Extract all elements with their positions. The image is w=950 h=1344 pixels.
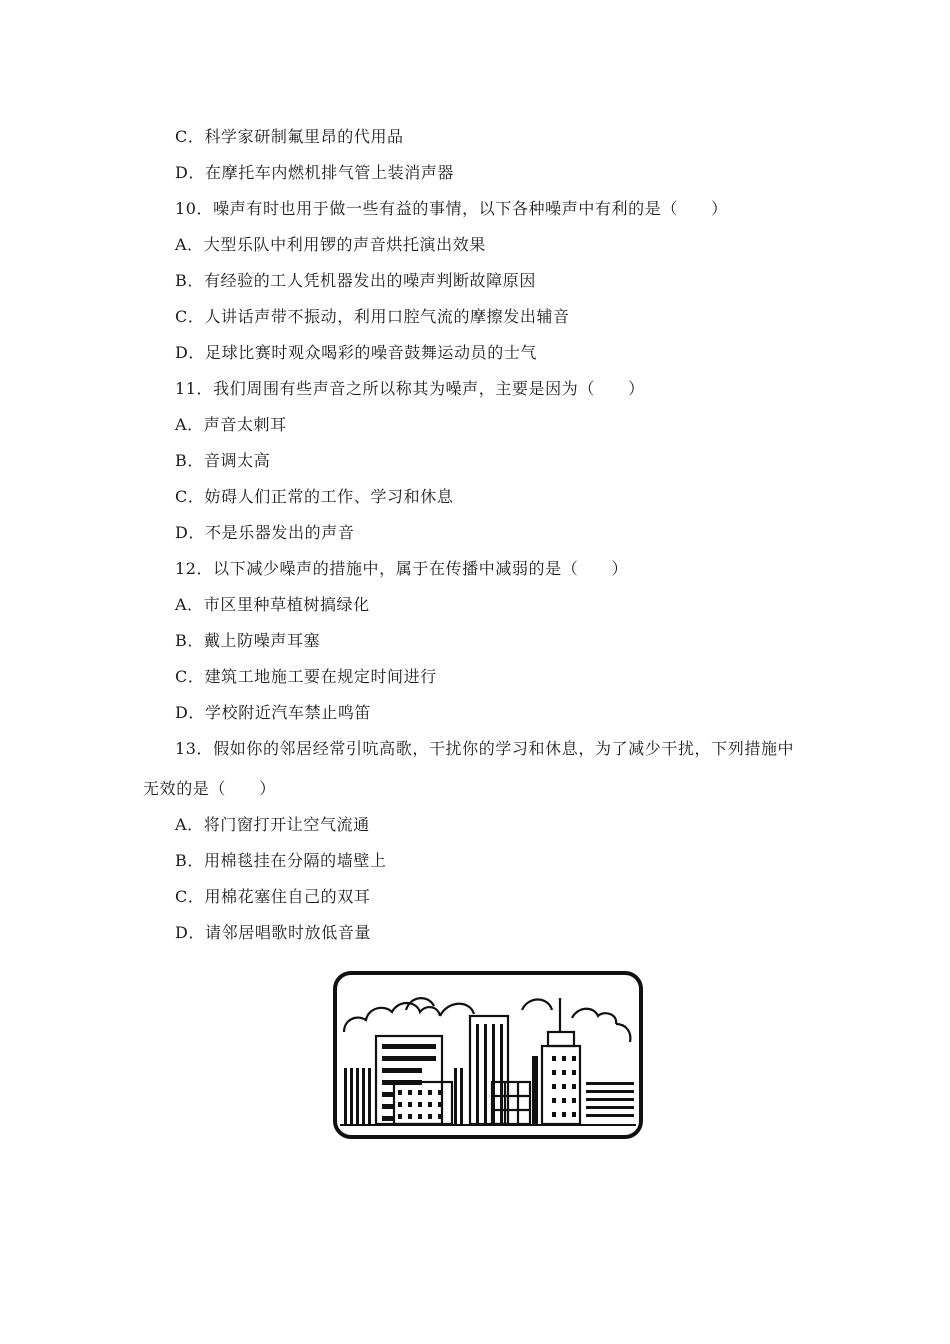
option-13d: D．请邻居唱歌时放低音量 [175, 923, 372, 942]
option-12d: D．学校附近汽车禁止鸣笛 [175, 703, 372, 722]
option-12c: C．建筑工地施工要在规定时间进行 [175, 667, 437, 686]
city-skyline-icon [332, 970, 644, 1140]
option-10c: C．人讲话声带不振动，利用口腔气流的摩擦发出辅音 [175, 307, 570, 326]
option-11d: D．不是乐器发出的声音 [175, 523, 355, 542]
option-11b: B．音调太高 [175, 451, 271, 470]
option-12b: B．戴上防噪声耳塞 [175, 631, 321, 650]
option-10b: B．有经验的工人凭机器发出的噪声判断故障原因 [175, 271, 536, 290]
question-13-line1: 13．假如你的邻居经常引吭高歌，干扰你的学习和休息，为了减少干扰，下列措施中 [175, 739, 795, 758]
option-10d: D．足球比赛时观众喝彩的噪音鼓舞运动员的士气 [175, 343, 538, 362]
option-9c: C．科学家研制氟里昂的代用品 [175, 127, 404, 146]
question-12: 12．以下减少噪声的措施中，属于在传播中减弱的是（ ） [175, 559, 629, 578]
option-11a: A．声音太刺耳 [175, 415, 287, 434]
option-13a: A．将门窗打开让空气流通 [175, 815, 370, 834]
question-11: 11．我们周围有些声音之所以称其为噪声，主要是因为（ ） [175, 379, 645, 398]
option-11c: C．妨碍人们正常的工作、学习和休息 [175, 487, 454, 506]
option-13c: C．用棉花塞住自己的双耳 [175, 887, 371, 906]
option-10a: A．大型乐队中利用锣的声音烘托演出效果 [175, 235, 486, 254]
option-12a: A．市区里种草植树搞绿化 [175, 595, 370, 614]
option-9d: D．在摩托车内燃机排气管上装消声器 [175, 163, 455, 182]
option-13b: B．用棉毯挂在分隔的墙壁上 [175, 851, 387, 870]
question-13-line2: 无效的是（ ） [143, 779, 276, 798]
question-10: 10．噪声有时也用于做一些有益的事情，以下各种噪声中有利的是（ ） [175, 199, 728, 218]
